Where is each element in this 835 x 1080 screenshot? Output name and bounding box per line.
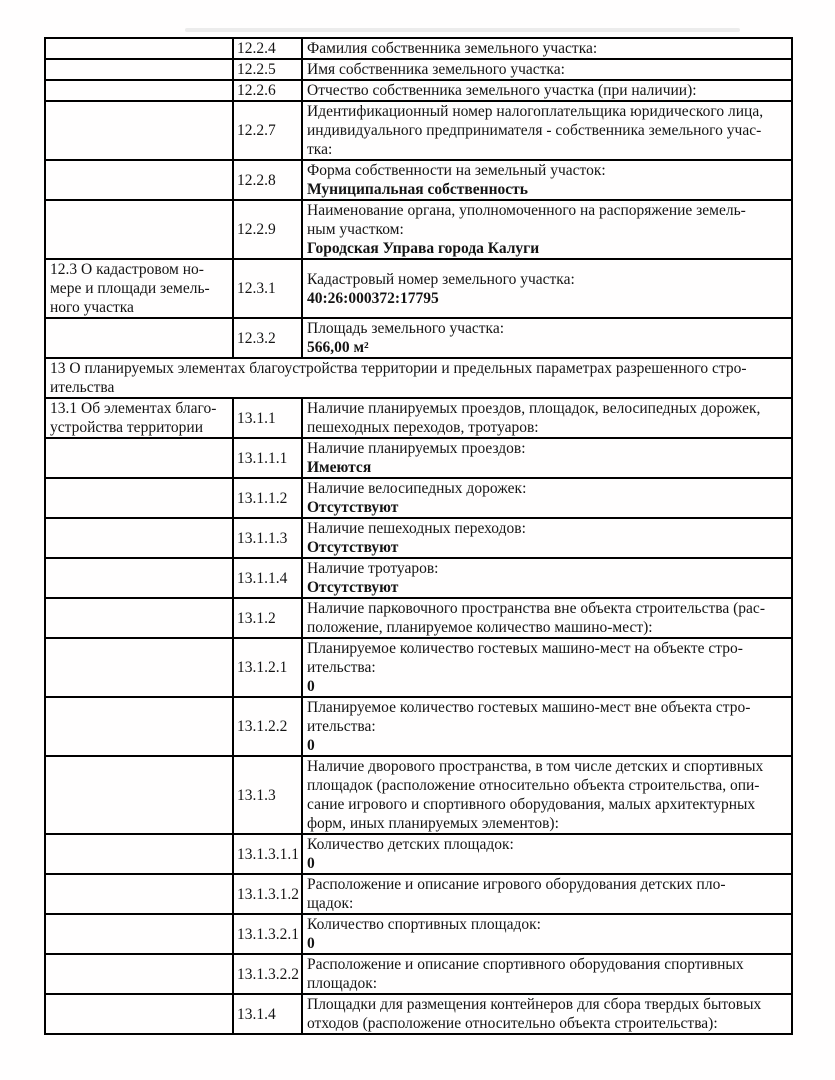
item-content-cell bbox=[302, 914, 792, 954]
land-parcel-form-table bbox=[44, 37, 793, 1035]
category-label-line: 12.3 О кадастровом но- bbox=[50, 261, 204, 278]
item-number-cell: 13.1.4 bbox=[233, 994, 302, 1034]
item-label-line: Форма собственности на земельный участок: bbox=[307, 162, 606, 179]
category-label-line: ного участка bbox=[50, 299, 134, 316]
category-label-cell bbox=[45, 834, 233, 874]
item-label-line: ительства: bbox=[307, 718, 376, 735]
item-content-cell bbox=[302, 259, 792, 318]
item-content-cell bbox=[302, 200, 792, 259]
category-label-cell bbox=[45, 101, 233, 160]
item-number-cell: 13.1.1.2 bbox=[233, 478, 302, 518]
item-label-line: Количество спортивных площадок: bbox=[307, 916, 541, 933]
item-number-cell: 13.1.2.2 bbox=[233, 697, 302, 756]
table-row bbox=[45, 834, 792, 874]
category-label-cell bbox=[45, 259, 233, 318]
item-label-line: Наличие планируемых проездов, площадок, велосипедных дорожек, bbox=[307, 400, 761, 417]
item-number-cell: 12.2.7 bbox=[233, 101, 302, 160]
item-number-cell: 13.1.2.1 bbox=[233, 638, 302, 697]
item-content-cell bbox=[302, 558, 792, 598]
item-label-line: Наличие парковочного пространства вне объекта строительства (рас- bbox=[307, 600, 765, 617]
category-label-cell bbox=[45, 438, 233, 478]
item-number-cell: 13.1.1 bbox=[233, 398, 302, 438]
item-content-cell bbox=[302, 318, 792, 358]
item-label-line: Имя собственника земельного участка: bbox=[307, 61, 565, 78]
item-label-line: Наличие велосипедных дорожек: bbox=[307, 480, 527, 497]
category-label-cell bbox=[45, 638, 233, 697]
table-row bbox=[45, 438, 792, 478]
item-number-cell: 13.1.2 bbox=[233, 598, 302, 638]
item-label-line: отходов (расположение относительно объекта строительства): bbox=[307, 1015, 718, 1032]
item-content-cell bbox=[302, 80, 792, 101]
category-label-cell bbox=[45, 697, 233, 756]
item-value-line: 0 bbox=[307, 678, 315, 695]
table-row bbox=[45, 59, 792, 80]
item-label-line: Расположение и описание игрового оборудования детских пло- bbox=[307, 876, 726, 893]
item-content-cell bbox=[302, 874, 792, 914]
category-label-cell bbox=[45, 874, 233, 914]
table-row bbox=[45, 398, 792, 438]
item-label-line: Наименование органа, уполномоченного на распоряжение земель- bbox=[307, 202, 746, 219]
item-label-line: Наличие пешеходных переходов: bbox=[307, 520, 526, 537]
item-value-line: Отсутствуют bbox=[307, 579, 399, 596]
table-row bbox=[45, 80, 792, 101]
category-label-cell bbox=[45, 518, 233, 558]
item-label-line: форм, иных планируемых элементов): bbox=[307, 815, 559, 832]
table-row bbox=[45, 478, 792, 518]
category-label-line: устройства территории bbox=[50, 419, 204, 436]
item-label-line: Планируемое количество гостевых машино-мест вне объекта стро- bbox=[307, 699, 751, 716]
category-label-cell bbox=[45, 756, 233, 834]
category-label-cell bbox=[45, 200, 233, 259]
table-row bbox=[45, 558, 792, 598]
item-content-cell bbox=[302, 638, 792, 697]
item-label-line: щадок: bbox=[307, 895, 354, 912]
item-content-cell bbox=[302, 160, 792, 200]
category-label-cell bbox=[45, 994, 233, 1034]
item-value-line: Городская Управа города Калуги bbox=[307, 240, 540, 257]
item-label-line: Площадь земельного участка: bbox=[307, 320, 505, 337]
item-content-cell bbox=[302, 518, 792, 558]
table-row bbox=[45, 101, 792, 160]
table-row bbox=[45, 994, 792, 1034]
item-label-line: тка: bbox=[307, 141, 333, 158]
item-value-line: 40:26:000372:17795 bbox=[307, 289, 439, 307]
table-row bbox=[45, 756, 792, 834]
category-label-cell bbox=[45, 478, 233, 518]
item-number-cell: 13.1.3.2.2 bbox=[233, 954, 302, 994]
item-value-line: 566,00 м² bbox=[307, 339, 369, 356]
item-value-line: Отсутствуют bbox=[307, 539, 399, 556]
item-number-cell: 12.2.5 bbox=[233, 59, 302, 80]
item-value-line: 0 bbox=[307, 935, 315, 952]
item-content-cell bbox=[302, 598, 792, 638]
document-table-body bbox=[45, 38, 792, 1034]
item-value-line: Отсутствуют bbox=[307, 499, 399, 516]
category-label-cell bbox=[45, 160, 233, 200]
item-number-cell: 12.2.4 bbox=[233, 38, 302, 59]
item-label-line: пешеходных переходов, тротуаров: bbox=[307, 419, 539, 436]
item-label-line: Отчество собственника земельного участка (при наличии): bbox=[307, 82, 697, 99]
category-label-cell bbox=[45, 318, 233, 358]
item-content-cell bbox=[302, 398, 792, 438]
item-number-cell: 13.1.1.4 bbox=[233, 558, 302, 598]
item-content-cell bbox=[302, 834, 792, 874]
item-number-cell: 13.1.3.2.1 bbox=[233, 914, 302, 954]
item-value-line: 0 bbox=[307, 737, 315, 754]
item-number-cell: 13.1.3.1.1 bbox=[233, 834, 302, 874]
item-label-line: индивидуального предпринимателя - собственника земельного учас- bbox=[307, 122, 762, 139]
item-number-cell: 12.3.2 bbox=[233, 318, 302, 358]
scan-smudge-artifact bbox=[185, 28, 740, 32]
table-row bbox=[45, 914, 792, 954]
item-label-line: площадок: bbox=[307, 975, 378, 992]
item-label-line: ным участком: bbox=[307, 221, 404, 238]
item-number-cell: 13.1.3 bbox=[233, 756, 302, 834]
table-row bbox=[45, 518, 792, 558]
table-row bbox=[45, 638, 792, 697]
category-label-cell bbox=[45, 38, 233, 59]
item-value-line: Муниципальная собственность bbox=[307, 181, 528, 198]
item-number-cell: 12.2.9 bbox=[233, 200, 302, 259]
category-label-line: мере и площади земель- bbox=[50, 280, 210, 297]
item-label-line: положение, планируемое количество машино-мест): bbox=[307, 619, 653, 636]
item-label-line: Фамилия собственника земельного участка: bbox=[307, 40, 598, 57]
item-label-line: Наличие дворового пространства, в том числе детских и спортивных bbox=[307, 758, 764, 775]
item-label-line: Планируемое количество гостевых машино-мест на объекте стро- bbox=[307, 640, 743, 657]
category-label-cell bbox=[45, 954, 233, 994]
item-label-line: Количество детских площадок: bbox=[307, 836, 514, 853]
table-row bbox=[45, 259, 792, 318]
section-title-line: 13 О планируемых элементах благоустройства территории и предельных параметрах разрешенного стро-ительства bbox=[50, 360, 747, 396]
item-number-cell: 12.2.8 bbox=[233, 160, 302, 200]
item-label-line: ительства: bbox=[307, 659, 376, 676]
item-label-line: Наличие планируемых проездов: bbox=[307, 440, 526, 457]
item-content-cell bbox=[302, 994, 792, 1034]
item-content-cell bbox=[302, 438, 792, 478]
item-number-cell: 12.3.1 bbox=[233, 259, 302, 318]
item-number-cell: 13.1.3.1.2 bbox=[233, 874, 302, 914]
item-label-line: Кадастровый номер земельного участка: bbox=[307, 270, 575, 288]
category-label-cell bbox=[45, 558, 233, 598]
item-content-cell bbox=[302, 478, 792, 518]
item-value-line: Имеются bbox=[307, 459, 372, 476]
item-value-line: 0 bbox=[307, 855, 315, 872]
table-row bbox=[45, 598, 792, 638]
table-row bbox=[45, 38, 792, 59]
category-label-cell bbox=[45, 59, 233, 80]
item-content-cell bbox=[302, 954, 792, 994]
item-label-line: Наличие тротуаров: bbox=[307, 560, 439, 577]
section-header-row bbox=[45, 358, 792, 398]
item-number-cell: 12.2.6 bbox=[233, 80, 302, 101]
item-content-cell bbox=[302, 756, 792, 834]
item-number-cell: 13.1.1.3 bbox=[233, 518, 302, 558]
category-label-cell bbox=[45, 598, 233, 638]
item-label-line: Расположение и описание спортивного оборудования спортивных bbox=[307, 956, 744, 973]
item-number-cell: 13.1.1.1 bbox=[233, 438, 302, 478]
item-label-line: Идентификационный номер налогоплательщика юридического лица, bbox=[307, 103, 764, 120]
item-label-line: Площадки для размещения контейнеров для сбора твердых бытовых bbox=[307, 996, 762, 1013]
table-row bbox=[45, 318, 792, 358]
table-row bbox=[45, 200, 792, 259]
item-label-line: площадок (расположение относительно объекта строительства, опи- bbox=[307, 777, 760, 794]
table-row bbox=[45, 697, 792, 756]
table-row bbox=[45, 874, 792, 914]
item-content-cell bbox=[302, 38, 792, 59]
category-label-cell bbox=[45, 914, 233, 954]
item-content-cell bbox=[302, 101, 792, 160]
table-row bbox=[45, 954, 792, 994]
table-row bbox=[45, 160, 792, 200]
section-title-cell bbox=[45, 358, 792, 398]
item-label-line: сание игрового и спортивного оборудования, малых архитектурных bbox=[307, 796, 756, 813]
category-label-cell bbox=[45, 80, 233, 101]
category-label-cell bbox=[45, 398, 233, 438]
category-label-line: 13.1 Об элементах благо- bbox=[50, 400, 217, 417]
item-content-cell bbox=[302, 59, 792, 80]
item-content-cell bbox=[302, 697, 792, 756]
